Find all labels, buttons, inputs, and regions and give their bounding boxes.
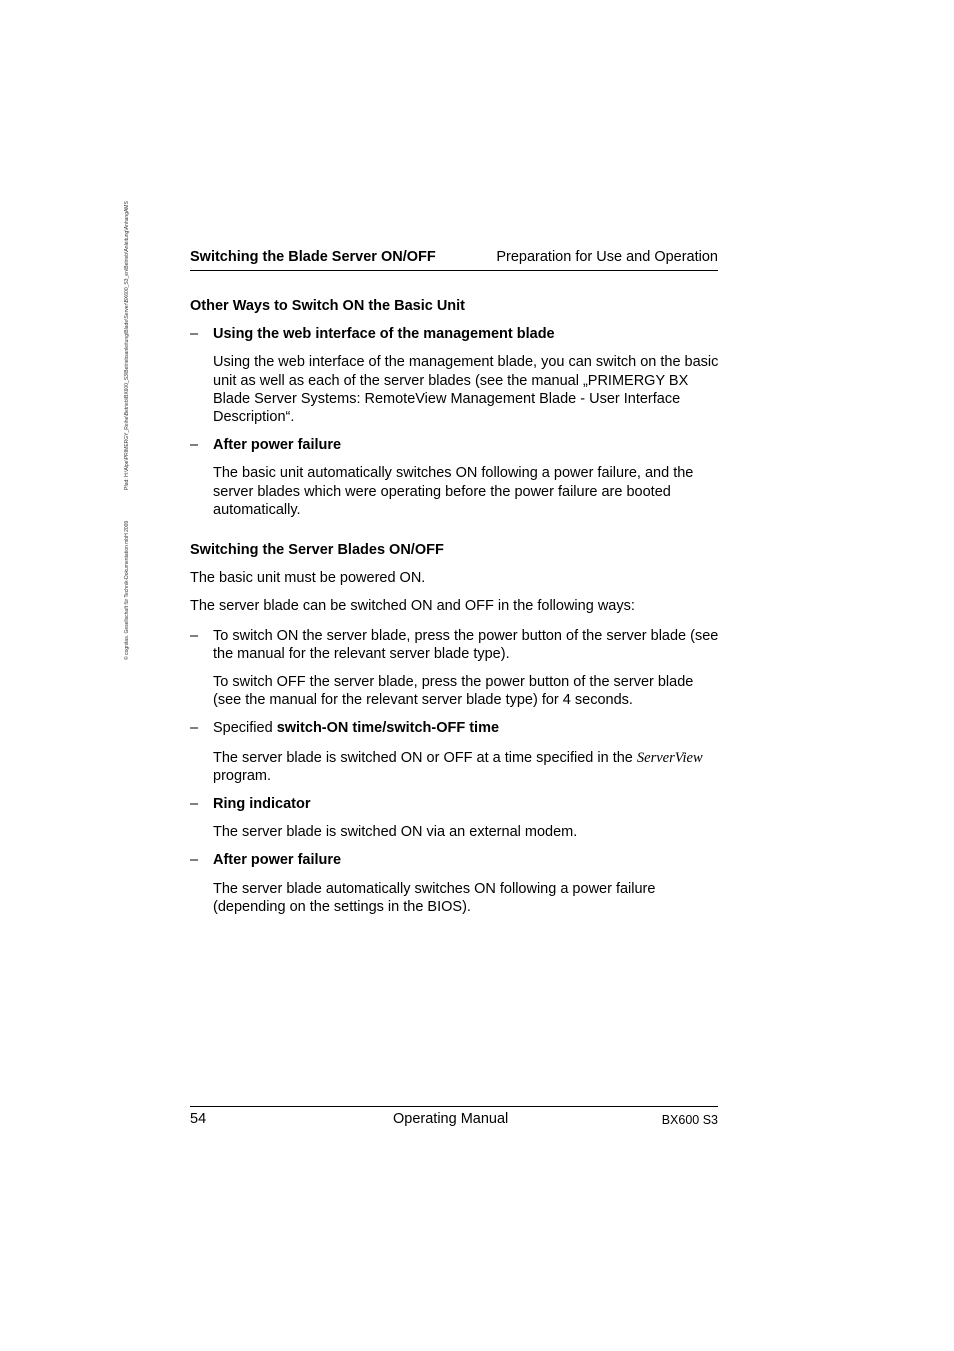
dash-marker: –	[190, 796, 199, 813]
switch-time-text-end: program.	[213, 767, 272, 784]
paragraph-power-failure: The basic unit automatically switches ON following a power failure, and the server blades which were operating before the power failure are booted automatically.	[213, 465, 694, 518]
dash-marker: –	[190, 852, 199, 869]
paragraph-ring-indicator: The server blade is switched ON via an external modem.	[213, 824, 578, 841]
copyright-note: © cognitas. Gesellschaft für Technik-Dokumentation mbH 2009	[124, 520, 130, 660]
paragraph-ways: The server blade can be switched ON and OFF in the following ways:	[190, 598, 635, 615]
header-chapter-title: Preparation for Use and Operation	[496, 249, 718, 265]
page-footer	[190, 1106, 718, 1131]
item-title-switch-time: switch-ON time/switch-OFF time	[276, 720, 500, 737]
item-title-web-interface: Using the web interface of the management blade	[213, 326, 555, 343]
header-section-title: Switching the Blade Server ON/OFF	[190, 249, 436, 265]
side-margin-note	[118, 201, 138, 670]
item-prefix-specified: Specified	[213, 720, 277, 737]
file-path-note: Pfad: H:\Alpe\PRIMERGY_Reihe\Betrieb\BX600_S3\Betriebsanleitung\Blade\Server\BX600_S3_en\Betrieb\Anleitung\AnhangAMS	[124, 201, 130, 490]
list-item	[190, 436, 720, 454]
paragraph-switch-time	[190, 749, 720, 785]
dash-marker: –	[190, 627, 199, 644]
dash-marker: –	[190, 326, 199, 343]
footer-manual-title: Operating Manual	[393, 1111, 509, 1127]
page-header	[190, 248, 718, 271]
dash-marker: –	[190, 720, 199, 737]
section-heading-server-blades: Switching the Server Blades ON/OFF	[190, 542, 444, 559]
paragraph-switch-on: To switch ON the server blade, press the power button of the server blade (see the manual for the relevant server blade type).	[213, 627, 719, 662]
paragraph-switch-off: To switch OFF the server blade, press the power button of the server blade (see the manual for the relevant server blade type) for 4 seconds.	[213, 674, 694, 709]
page-number: 54	[190, 1111, 207, 1127]
footer-product-name: BX600 S3	[661, 1113, 718, 1127]
paragraph-powered-on: The basic unit must be powered ON.	[190, 570, 426, 587]
paragraph-blade-power-failure: The server blade automatically switches ON following a power failure (depending on the settings in the BIOS).	[213, 880, 656, 915]
list-item	[190, 851, 720, 869]
section-heading-basic-unit: Other Ways to Switch ON the Basic Unit	[190, 298, 466, 314]
serverview-term: ServerView	[636, 749, 703, 766]
item-title-power-failure: After power failure	[213, 437, 342, 454]
paragraph-web-interface: Using the web interface of the management blade, you can switch on the basic unit as well as each of the server blades (see the manual „PRIMERGY BX Blade Server Systems: RemoteView Management Blade - User Interface Description“.	[213, 354, 719, 426]
item-title-blade-power-failure: After power failure	[213, 852, 342, 869]
main-content	[190, 297, 720, 916]
dash-marker: –	[190, 437, 199, 454]
list-item	[190, 627, 720, 663]
switch-time-text: The server blade is switched ON or OFF at a time specified in the	[213, 749, 637, 766]
item-title-ring-indicator: Ring indicator	[213, 796, 311, 813]
list-item	[190, 719, 720, 737]
list-item	[190, 795, 720, 813]
list-item	[190, 325, 720, 343]
